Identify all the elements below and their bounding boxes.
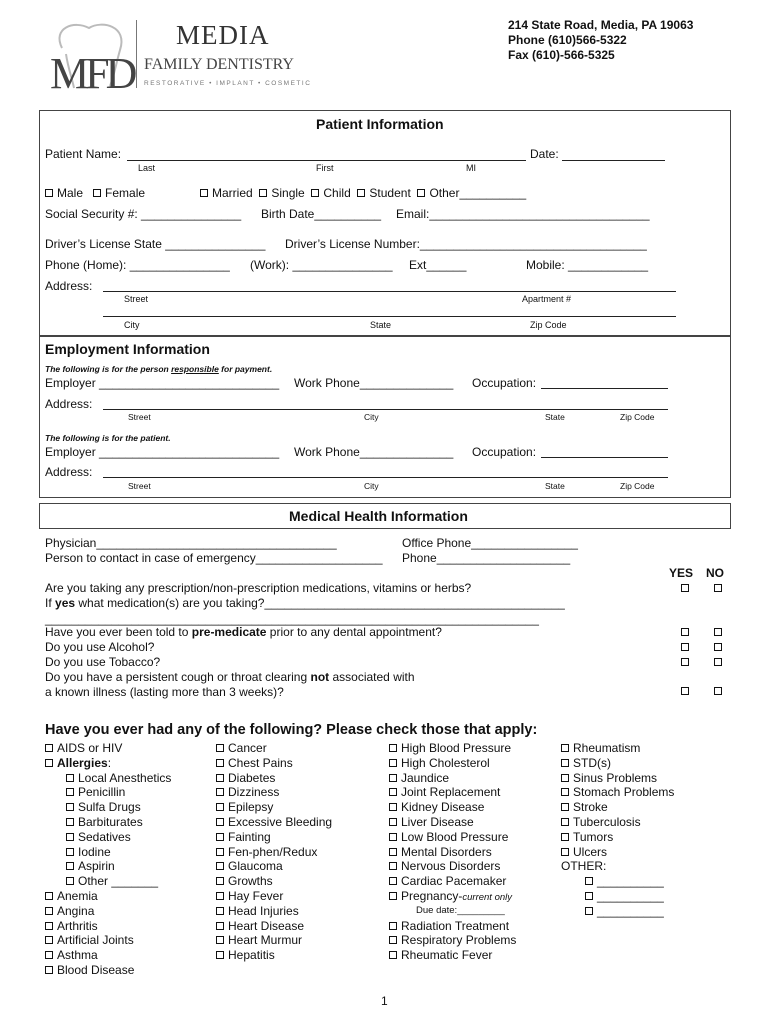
checkbox[interactable]: [216, 907, 224, 915]
pregnancy-note: current only: [462, 892, 513, 903]
physician-field[interactable]: Physician____________________________________: [45, 536, 337, 550]
zip-caption: Zip Code: [530, 320, 567, 330]
alcohol-question: Do you use Alcohol?: [45, 640, 155, 654]
condition-label: Barbiturates: [78, 815, 143, 829]
condition-label: Rheumatic Fever: [401, 948, 493, 963]
logo-tagline: RESTORATIVE • IMPLANT • COSMETIC: [144, 80, 312, 87]
logo-name: MEDIA: [176, 20, 270, 50]
condition-head-injuries: [216, 904, 299, 918]
condition-nervous-disorders: [389, 859, 500, 873]
condition-pregnancy: [389, 889, 512, 903]
city-caption-2: City: [364, 481, 379, 491]
mi-caption: MI: [466, 163, 476, 173]
checkbox[interactable]: [45, 936, 53, 944]
checkbox[interactable]: [216, 862, 224, 870]
condition-label: Tuberculosis: [573, 815, 641, 829]
other-checkbox[interactable]: [417, 189, 425, 197]
condition-label: Glaucoma: [228, 859, 283, 874]
condition-label: Asthma: [57, 948, 98, 963]
patient-name-field[interactable]: [127, 160, 526, 161]
birth-date-field[interactable]: Birth Date__________: [261, 207, 382, 221]
tobacco-yes-checkbox[interactable]: [681, 658, 689, 666]
checkbox[interactable]: [216, 936, 224, 944]
checkbox[interactable]: [66, 877, 74, 885]
condition-label: Jaundice: [401, 770, 450, 785]
condition-allergies: Allergies:: [45, 756, 111, 770]
address-label: Address:: [45, 279, 93, 293]
condition-label: Epilepsy: [228, 800, 274, 815]
state-caption: State: [370, 320, 392, 330]
checkbox[interactable]: [561, 744, 569, 752]
condition-label: Allergies: [57, 755, 108, 770]
checkbox[interactable]: [45, 907, 53, 915]
condition-epilepsy: [216, 800, 273, 814]
checkbox[interactable]: [45, 951, 53, 959]
child-checkbox[interactable]: [311, 189, 319, 197]
married-checkbox[interactable]: [200, 189, 208, 197]
home-phone-field[interactable]: Phone (Home): _______________: [45, 258, 230, 272]
employment-title: Employment Information: [45, 341, 210, 357]
checkbox[interactable]: [389, 951, 397, 959]
checkbox[interactable]: [389, 774, 397, 782]
condition-excessive-bleeding: [216, 815, 332, 829]
practice-fax: Fax (610)-566-5325: [508, 48, 615, 62]
medications-list-field[interactable]: If yes what medication(s) are you taking?_____________________________________________: [45, 596, 565, 610]
condition-cancer: [216, 741, 267, 755]
apartment-caption: Apartment #: [522, 294, 572, 304]
checkbox[interactable]: [45, 892, 53, 900]
cough-yes-checkbox[interactable]: [681, 687, 689, 695]
condition-penicillin: [66, 785, 125, 799]
condition-blood-disease: [45, 963, 134, 977]
female-checkbox[interactable]: [93, 189, 101, 197]
page-number: 1: [381, 994, 388, 1008]
medications-question: Are you taking any prescription/non-prescription medications, vitamins or herbs?: [45, 581, 472, 595]
condition-label: Sulfa Drugs: [78, 800, 141, 815]
last-caption: Last: [138, 163, 156, 173]
checkbox[interactable]: [216, 818, 224, 826]
condition-label: Excessive Bleeding: [228, 815, 333, 829]
cough-no-checkbox[interactable]: [714, 687, 722, 695]
office-phone-field[interactable]: Office Phone________________: [402, 536, 578, 550]
premedicate-yes-checkbox[interactable]: [681, 628, 689, 636]
condition-label: Penicillin: [78, 785, 126, 800]
checkbox[interactable]: [216, 759, 224, 767]
condition-radiation-treatment: [389, 919, 509, 933]
checkbox[interactable]: [216, 922, 224, 930]
checkbox[interactable]: [561, 848, 569, 856]
checkbox[interactable]: [389, 744, 397, 752]
condition-label: Low Blood Pressure: [401, 829, 509, 844]
checkbox[interactable]: [561, 833, 569, 841]
checkbox[interactable]: [216, 877, 224, 885]
logo-divider: [136, 20, 137, 88]
checkbox[interactable]: [216, 788, 224, 796]
other-condition-field[interactable]: [585, 889, 664, 903]
occupation-field-2[interactable]: [541, 457, 668, 458]
medications-yes-checkbox[interactable]: [681, 584, 689, 592]
condition-glaucoma: [216, 859, 283, 873]
condition-label: Stroke: [573, 800, 608, 815]
condition-label: STD(s): [573, 755, 611, 770]
checkbox[interactable]: [561, 803, 569, 811]
checkbox[interactable]: [561, 788, 569, 796]
checkbox[interactable]: [561, 774, 569, 782]
condition-heart-murmur: [216, 933, 302, 947]
condition-label: High Blood Pressure: [401, 741, 512, 755]
condition-sedatives: [66, 830, 131, 844]
condition-label: OTHER:: [561, 859, 607, 874]
state-caption-1: State: [545, 412, 565, 422]
checkbox[interactable]: [389, 788, 397, 796]
condition-anemia: [45, 889, 98, 903]
condition-artificial-joints: [45, 933, 134, 947]
employer-address-field-1[interactable]: [103, 409, 668, 410]
condition-low-blood-pressure: [389, 830, 508, 844]
condition-due-date[interactable]: [416, 905, 505, 916]
checkbox[interactable]: [389, 818, 397, 826]
date-field[interactable]: [562, 160, 665, 161]
checkbox[interactable]: [389, 862, 397, 870]
condition-label: Head Injuries: [228, 903, 299, 918]
condition-jaundice: [389, 771, 449, 785]
condition-label: Iodine: [78, 844, 111, 859]
checkbox[interactable]: [66, 848, 74, 856]
checkbox[interactable]: [216, 744, 224, 752]
condition-label: Fen-phen/Redux: [228, 844, 318, 859]
checkbox[interactable]: [45, 759, 53, 767]
condition-label: Stomach Problems: [573, 785, 675, 800]
condition-label: Mental Disorders: [401, 844, 492, 859]
other-condition-field[interactable]: [585, 904, 664, 918]
medical-title: Medical Health Information: [289, 508, 468, 524]
condition-label: __________: [597, 903, 664, 918]
checkbox[interactable]: [216, 848, 224, 856]
city-field[interactable]: [103, 316, 676, 317]
patient-info-title: Patient Information: [316, 116, 444, 132]
condition-label: Respiratory Problems: [401, 933, 517, 948]
medications-list-line-2[interactable]: __________________________________________________________________________: [45, 612, 539, 626]
condition-fen-phen-redux: [216, 845, 317, 859]
condition-aspirin: [66, 859, 115, 873]
premedicate-no-checkbox[interactable]: [714, 628, 722, 636]
condition-aids-or-hiv: [45, 741, 122, 755]
first-caption: First: [316, 163, 334, 173]
condition-label: __________: [597, 889, 664, 903]
condition-kidney-disease: [389, 800, 484, 814]
condition-cardiac-pacemaker: [389, 874, 506, 888]
condition-ulcers: [561, 845, 607, 859]
zip-caption-1: Zip Code: [620, 412, 655, 422]
employer-address-label-2: Address:: [45, 465, 93, 479]
condition-label: Heart Murmur: [228, 933, 303, 948]
checkbox[interactable]: [45, 744, 53, 752]
checkbox[interactable]: [66, 818, 74, 826]
condition-high-cholesterol: [389, 756, 490, 770]
logo-subtitle: FAMILY DENTISTRY: [144, 56, 294, 73]
practice-address: 214 State Road, Media, PA 19063: [508, 18, 694, 32]
work-phone-field-1[interactable]: Work Phone______________: [294, 376, 454, 390]
no-header: NO: [706, 566, 724, 580]
condition-other: [66, 874, 158, 888]
logo-monogram: MFD: [50, 49, 134, 98]
occupation-field-1[interactable]: [541, 388, 668, 389]
condition-label: Tumors: [573, 829, 614, 844]
condition-other: [561, 859, 606, 873]
condition-liver-disease: [389, 815, 474, 829]
checkbox[interactable]: [66, 774, 74, 782]
condition-label: Dizziness: [228, 785, 280, 800]
alcohol-no-checkbox[interactable]: [714, 643, 722, 651]
condition-label: Sedatives: [78, 829, 131, 844]
street-caption: Street: [124, 294, 149, 304]
checkbox[interactable]: [45, 966, 53, 974]
ext-field[interactable]: Ext______: [409, 258, 467, 272]
condition-label: Growths: [228, 874, 273, 889]
condition-asthma: [45, 948, 98, 962]
checkbox[interactable]: [216, 774, 224, 782]
condition-hepatitis: [216, 948, 275, 962]
condition-label: Local Anesthetics: [78, 770, 172, 785]
checkbox[interactable]: [216, 951, 224, 959]
emergency-phone-field[interactable]: Phone____________________: [402, 551, 571, 565]
employer-field-2[interactable]: Employer ___________________________: [45, 445, 280, 459]
email-field[interactable]: Email:_________________________________: [396, 207, 650, 221]
condition-label: Liver Disease: [401, 815, 474, 829]
checkbox[interactable]: [585, 877, 593, 885]
condition-dizziness: [216, 785, 279, 799]
condition-heart-disease: [216, 919, 304, 933]
checkbox[interactable]: [389, 936, 397, 944]
checkbox[interactable]: [389, 848, 397, 856]
checkbox[interactable]: [585, 907, 593, 915]
checkbox[interactable]: [389, 892, 397, 900]
student-checkbox[interactable]: [357, 189, 365, 197]
condition-label: Hay Fever: [228, 889, 284, 903]
date-label: Date:: [530, 147, 559, 161]
condition-sulfa-drugs: [66, 800, 141, 814]
condition-label: Ulcers: [573, 844, 608, 859]
dl-number-field[interactable]: Driver’s License Number:__________________________________: [285, 237, 647, 251]
dl-state-field[interactable]: Driver’s License State _______________: [45, 237, 266, 251]
condition-iodine: [66, 845, 111, 859]
condition-label: High Cholesterol: [401, 755, 490, 770]
checkbox[interactable]: [585, 892, 593, 900]
checkbox[interactable]: [45, 922, 53, 930]
condition-label: Fainting: [228, 829, 271, 844]
condition-high-blood-pressure: [389, 741, 511, 755]
condition-label: Cancer: [228, 741, 267, 755]
cough-question: Do you have a persistent cough or throat clearing not associated with: [45, 670, 415, 684]
medications-no-checkbox[interactable]: [714, 584, 722, 592]
city-caption: City: [124, 320, 140, 330]
tobacco-no-checkbox[interactable]: [714, 658, 722, 666]
ssn-field[interactable]: Social Security #: _______________: [45, 207, 242, 221]
condition-label: Nervous Disorders: [401, 859, 501, 874]
condition-local-anesthetics: [66, 771, 171, 785]
conditions-title: Have you ever had any of the following? Please check those that apply:: [45, 722, 538, 738]
condition-label: Due date:_________: [416, 904, 505, 916]
condition-barbiturates: [66, 815, 143, 829]
checkbox[interactable]: [389, 759, 397, 767]
practice-phone: Phone (610)566-5322: [508, 33, 627, 47]
checkbox[interactable]: [66, 788, 74, 796]
checkbox[interactable]: [66, 833, 74, 841]
street-field[interactable]: [103, 291, 676, 292]
condition-arthritis: [45, 919, 98, 933]
cough-question-line-2: a known illness (lasting more than 3 weeks)?: [45, 685, 284, 699]
condition-std-s: [561, 756, 611, 770]
employer-field-1[interactable]: Employer ___________________________: [45, 376, 280, 390]
work-phone-field[interactable]: (Work): _______________: [250, 258, 393, 272]
checkbox[interactable]: [561, 759, 569, 767]
condition-label: Cardiac Pacemaker: [401, 874, 507, 889]
condition-label: AIDS or HIV: [57, 741, 123, 755]
premedicate-question: Have you ever been told to pre-medicate prior to any dental appointment?: [45, 625, 442, 639]
condition-diabetes: [216, 771, 275, 785]
checkbox[interactable]: [389, 833, 397, 841]
emergency-contact-field[interactable]: Person to contact in case of emergency___________________: [45, 551, 383, 565]
condition-label: Angina: [57, 903, 95, 918]
condition-label: Pregnancy-: [401, 889, 463, 903]
male-checkbox[interactable]: [45, 189, 53, 197]
checkbox[interactable]: [561, 818, 569, 826]
condition-label: Aspirin: [78, 859, 115, 874]
occupation-label-1: Occupation:: [472, 376, 537, 390]
yes-header: YES: [669, 566, 694, 580]
condition-tuberculosis: [561, 815, 641, 829]
alcohol-yes-checkbox[interactable]: [681, 643, 689, 651]
condition-label: Chest Pains: [228, 755, 293, 770]
condition-label: Other _______: [78, 874, 159, 889]
condition-label: Diabetes: [228, 770, 276, 785]
marital-options: Married Single Child Student Other__________: [200, 186, 526, 200]
checkbox[interactable]: [66, 862, 74, 870]
condition-rheumatic-fever: [389, 948, 492, 962]
condition-label: Heart Disease: [228, 918, 305, 933]
street-caption-1: Street: [128, 412, 151, 422]
condition-label: __________: [597, 874, 664, 889]
checkbox[interactable]: [389, 877, 397, 885]
state-caption-2: State: [545, 481, 565, 491]
condition-label: Joint Replacement: [401, 785, 501, 800]
condition-label: Rheumatism: [573, 741, 641, 755]
condition-stomach-problems: [561, 785, 674, 799]
condition-sinus-problems: [561, 771, 657, 785]
condition-label: Arthritis: [57, 918, 98, 933]
work-phone-field-2[interactable]: Work Phone______________: [294, 445, 454, 459]
condition-tumors: [561, 830, 613, 844]
condition-label: Blood Disease: [57, 963, 135, 977]
condition-respiratory-problems: [389, 933, 516, 947]
condition-label: Artificial Joints: [57, 933, 134, 948]
condition-joint-replacement: [389, 785, 500, 799]
checkbox[interactable]: [216, 803, 224, 811]
payment-note: The following is for the person responsible for payment.: [45, 364, 273, 374]
mobile-field[interactable]: Mobile: ____________: [526, 258, 649, 272]
zip-caption-2: Zip Code: [620, 481, 655, 491]
occupation-label-2: Occupation:: [472, 445, 537, 459]
condition-label: Sinus Problems: [573, 770, 658, 785]
street-caption-2: Street: [128, 481, 151, 491]
condition-hay-fever: [216, 889, 283, 903]
other-condition-field[interactable]: [585, 874, 664, 888]
condition-fainting: [216, 830, 271, 844]
employer-address-field-2[interactable]: [103, 477, 668, 478]
condition-stroke: [561, 800, 608, 814]
tobacco-question: Do you use Tobacco?: [45, 655, 161, 669]
single-checkbox[interactable]: [259, 189, 267, 197]
condition-angina: [45, 904, 94, 918]
condition-chest-pains: [216, 756, 293, 770]
checkbox[interactable]: [66, 803, 74, 811]
employer-address-label-1: Address:: [45, 397, 93, 411]
condition-label: Radiation Treatment: [401, 918, 510, 933]
condition-mental-disorders: [389, 845, 492, 859]
checkbox[interactable]: [389, 803, 397, 811]
gender-options: Male Female: [45, 186, 145, 200]
checkbox[interactable]: [389, 922, 397, 930]
patient-name-label: Patient Name:: [45, 147, 122, 161]
logo: [44, 18, 334, 96]
checkbox[interactable]: [216, 892, 224, 900]
condition-label: Anemia: [57, 889, 98, 903]
city-caption-1: City: [364, 412, 379, 422]
condition-label: Kidney Disease: [401, 800, 485, 815]
condition-growths: [216, 874, 273, 888]
condition-rheumatism: [561, 741, 640, 755]
patient-employment-note: The following is for the patient.: [45, 433, 171, 443]
condition-label: Hepatitis: [228, 948, 275, 963]
checkbox[interactable]: [216, 833, 224, 841]
